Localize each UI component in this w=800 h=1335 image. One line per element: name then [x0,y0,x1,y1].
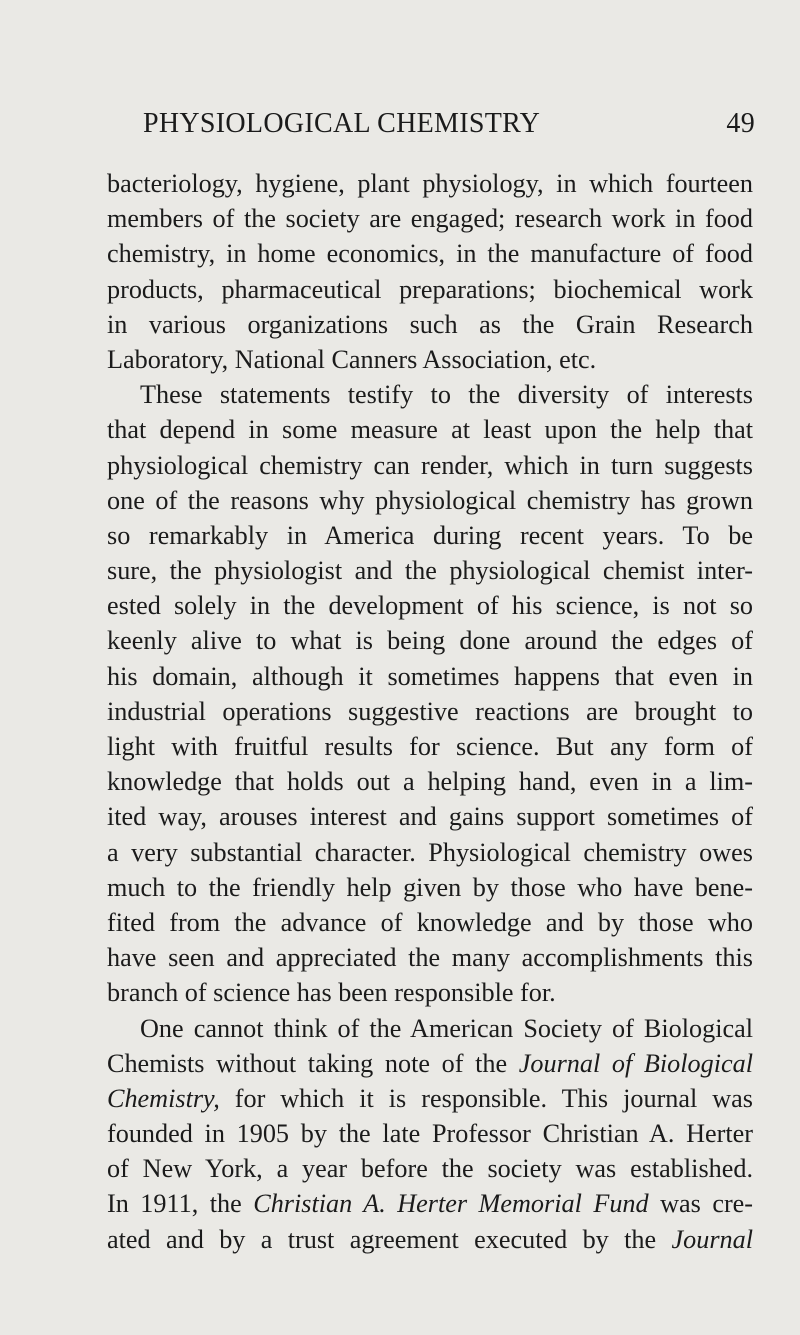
text-line: products, pharmaceutical preparations; biochemical work [107,274,753,304]
text-line: members of the society are engaged; research work in food [107,204,753,234]
text-line: physiological chemistry can render, which in turn suggests [107,450,753,480]
text-line: Chemistry, for which it is responsible. This journal was [107,1083,753,1113]
page-number: 49 [726,108,755,139]
text-line: so remarkably in America during recent years. To be [107,520,753,550]
text-line: ited way, arouses interest and gains support sometimes of [107,802,753,832]
page-header [107,108,755,148]
text-line: his domain, although it sometimes happens that even in [107,661,753,691]
text-line: of New York, a year before the society was established. [107,1154,753,1184]
text-line: Chemists without taking note of the Journal of Biological [107,1048,753,1078]
text-line: have seen and appreciated the many accomplishments this [107,943,753,973]
text-line: One cannot think of the American Society of Biological [140,1013,753,1043]
text-line: that depend in some measure at least upon the help that [107,415,753,445]
text-line: Laboratory, National Canners Association, etc. [107,344,597,374]
fund-name: Christian A. Herter Memorial Fund [253,1189,649,1219]
text-line: knowledge that holds out a helping hand, even in a lim- [107,767,753,797]
text-line: bacteriology, hygiene, plant physiology, in which fourteen [107,169,753,198]
text-line: chemistry, in home economics, in the manufacture of food [107,239,753,269]
text-line: much to the friendly help given by those who have bene- [107,872,753,902]
text-line: in various organizations such as the Grain Research [107,309,753,339]
running-head: PHYSIOLOGICAL CHEMISTRY [143,108,541,139]
text-line: branch of science has been responsible for. [107,978,556,1008]
text-line: industrial operations suggestive reactions are brought to [107,696,753,726]
body-text [107,166,753,1257]
text-line: sure, the physiologist and the physiological chemist inter- [107,556,753,586]
journal-title: Chemistry, [107,1083,220,1113]
text-line: fited from the advance of knowledge and by those who [107,907,753,937]
text-line: keenly alive to what is being done around the edges of [107,626,753,656]
journal-title: Journal [671,1224,753,1254]
text-line: founded in 1905 by the late Professor Christian A. Herter [107,1119,753,1149]
text-line: a very substantial character. Physiological chemistry owes [107,837,753,867]
text-line: ested solely in the development of his science, is not so [107,591,753,621]
journal-title: Journal of Biological [518,1048,753,1078]
text-line: These statements testify to the diversity of interests [140,380,753,410]
text-line: one of the reasons why physiological chemistry has grown [107,485,753,515]
text-line: light with fruitful results for science. But any form of [107,732,753,761]
text-line: In 1911, the Christian A. Herter Memorial Fund was cre- [107,1189,754,1219]
text-line: ated and by a trust agreement executed by the Journal [107,1224,753,1254]
